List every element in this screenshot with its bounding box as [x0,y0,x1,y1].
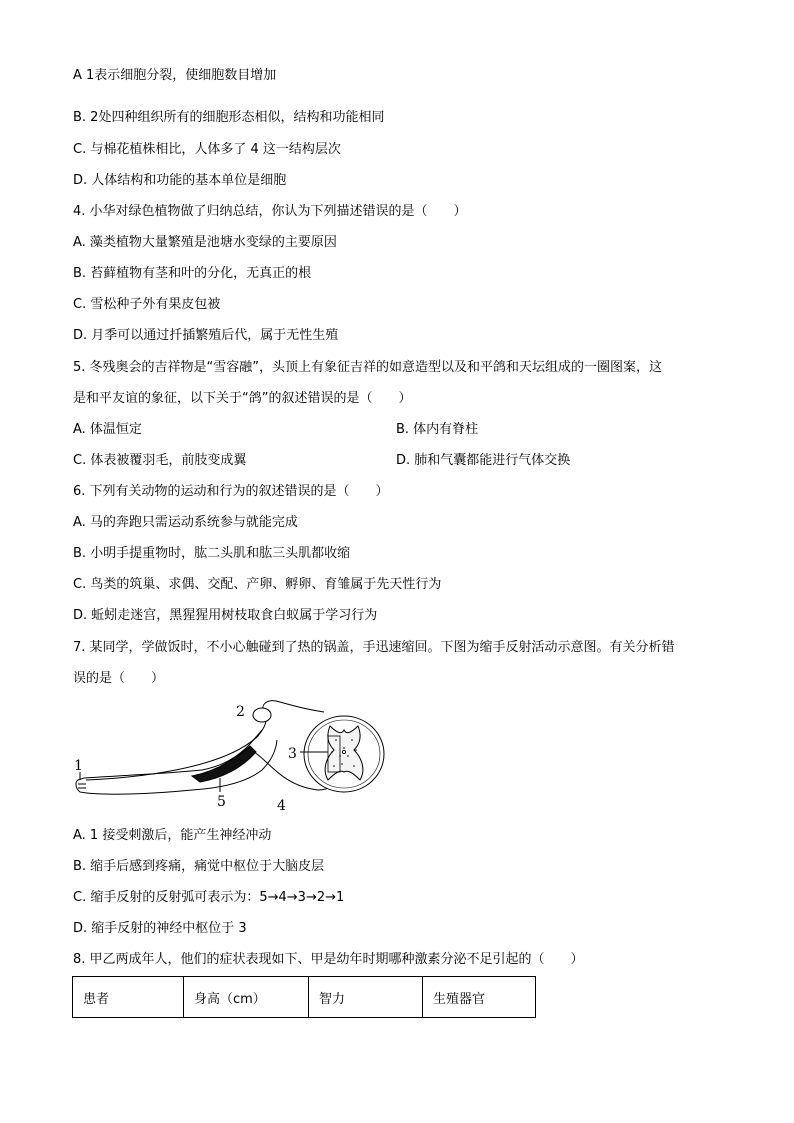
q7-option-c: C. 缩手反射的反射弧可表示为：5→4→3→2→1 [73,890,345,905]
label-5: 5 [217,794,226,810]
q6-stem: 6. 下列有关动物的运动和行为的叙述错误的是（ ） [73,484,389,499]
label-4: 4 [277,798,286,812]
reflex-arc-diagram [72,700,412,812]
q5-option-b: B. 体内有脊柱 [396,422,479,437]
q6-option-c: C. 鸟类的筑巢、求偶、交配、产卵、孵卵、育雏属于先天性行为 [73,577,442,592]
q4-option-a: A. 藻类植物大量繁殖是池塘水变绿的主要原因 [73,235,337,250]
q4-option-b: B. 苔藓植物有茎和叶的分化，无真正的根 [73,266,312,281]
q6-option-a: A. 马的奔跑只需运动系统参与就能完成 [73,515,298,530]
sensory-nerve [86,701,324,780]
ganglion-2 [253,708,271,722]
q3-option-d: D. 人体结构和功能的基本单位是细胞 [73,173,287,188]
q5-option-d: D. 肺和气囊都能进行气体交换 [396,453,571,468]
q5-option-a: A. 体温恒定 [73,422,142,437]
q8-table [72,976,536,1018]
q5-stem-line2: 是和平友谊的象征，以下关于“鸽”的叙述错误的是（ ） [73,391,412,406]
q5-stem-line1: 5. 冬残奥会的吉祥物是“雪容融”，头顶上有象征吉祥的如意造型以及和平鸽和天坛组成的一圈图案，这 [73,360,663,375]
q7-option-a: A. 1 接受刺激后，能产生神经冲动 [73,828,272,843]
q4-option-c: C. 雪松种子外有果皮包被 [73,297,221,312]
q7-stem-line2: 误的是（ ） [73,671,165,686]
label-2: 2 [236,704,245,720]
table-header-row [73,977,536,1018]
table-header-cell: 患者 [73,977,184,1018]
table-header-cell: 智力 [309,977,423,1018]
q6-option-d: D. 蚯蚓走迷宫，黑猩猩用树枝取食白蚁属于学习行为 [73,608,378,623]
q5-option-c: C. 体表被覆羽毛，前肢变成翼 [73,453,247,468]
q4-stem: 4. 小华对绿色植物做了归纳总结，你认为下列描述错误的是（ ） [73,204,467,219]
label-1: 1 [74,758,83,774]
q4-option-d: D. 月季可以通过扦插繁殖后代，属于无性生殖 [73,328,339,343]
hand-outline [76,778,86,792]
q3-option-a: A 1表示细胞分裂，使细胞数目增加 [73,68,277,83]
q3-option-c: C. 与棉花植株相比，人体多了 4 这一结构层次 [73,142,341,157]
q8-stem: 8. 甲乙两成年人，他们的症状表现如下、甲是幼年时期哪种激素分泌不足引起的（ ） [73,952,584,967]
table-header-cell: 生殖器官 [423,977,536,1018]
q6-option-b: B. 小明手提重物时，肱二头肌和肱三头肌都收缩 [73,546,351,561]
q7-stem-line1: 7. 某同学，学做饭时，不小心触碰到了热的锅盖，手迅速缩回。下图为缩手反射活动示意图。有关分析错 [73,640,675,655]
table-header-cell: 身高（cm） [184,977,309,1018]
q3-option-b: B. 2处四种组织所有的细胞形态相似，结构和功能相同 [73,110,385,125]
label-3: 3 [288,746,297,762]
q7-option-b: B. 缩手后感到疼痛，痛觉中枢位于大脑皮层 [73,859,325,874]
q7-option-d: D. 缩手反射的神经中枢位于 3 [73,921,247,936]
reflex-arc-figure [72,700,412,812]
